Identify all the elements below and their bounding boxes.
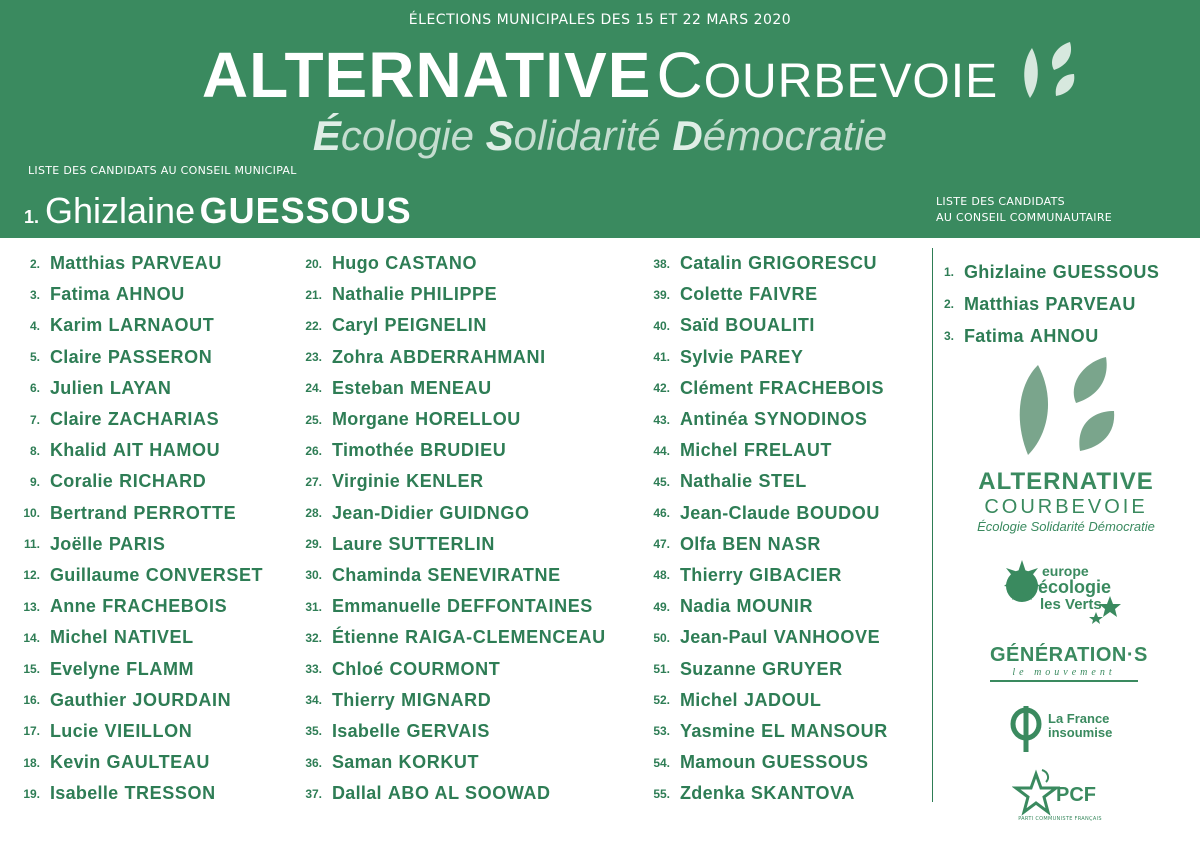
candidate-row (642, 716, 888, 747)
leaf-logo-large-icon (1010, 355, 1122, 465)
head-candidate: 1. Ghizlaine GUESSOUS (24, 190, 412, 231)
candidate-first-name: Clément (680, 377, 754, 398)
candidate-last-name: SUTTERLIN (388, 533, 495, 554)
candidate-number: 21. (305, 287, 322, 302)
candidate-last-name: FRELAUT (743, 440, 833, 461)
candidate-row (642, 342, 888, 373)
candidate-last-name: ABO AL SOOWAD (387, 783, 551, 804)
candidate-row (20, 310, 263, 341)
candidate-column-2 (294, 248, 606, 809)
candidate-row (642, 466, 888, 497)
candidate-number: 31. (305, 599, 322, 614)
candidate-last-name: CONVERSET (145, 564, 264, 585)
candidate-row (294, 685, 606, 716)
candidate-row (20, 653, 263, 684)
candidate-number: 52. (653, 693, 670, 708)
candidate-row (642, 591, 888, 622)
candidate-last-name: BEN NASR (722, 533, 822, 554)
candidate-first-name: Zohra (332, 346, 384, 367)
candidate-last-name: GUIDNGO (439, 502, 530, 523)
alternative-courbevoie-logo: ALTERNATIVE COURBEVOIE Écologie Solidarité Démocratie (977, 468, 1155, 534)
candidate-last-name: VIEILLON (104, 720, 193, 741)
candidate-first-name: Nathalie (680, 471, 753, 492)
la-france-insoumise-logo: La France insoumise (1008, 704, 1128, 754)
candidate-first-name: Chloé (332, 658, 384, 679)
candidate-number: 55. (653, 786, 670, 801)
candidate-number: 33. (305, 662, 322, 677)
candidate-number: 42. (653, 381, 670, 396)
candidate-last-name: RAIGA-CLEMENCEAU (405, 627, 606, 648)
candidate-last-name: PHILIPPE (410, 284, 498, 305)
candidate-row (20, 342, 263, 373)
candidate-last-name: GRUYER (762, 658, 843, 679)
candidate-number: 3. (943, 329, 954, 343)
candidate-first-name: Thierry (332, 689, 396, 710)
candidate-number: 13. (23, 599, 40, 614)
title-alternative: ALTERNATIVE (201, 39, 652, 111)
candidate-row (294, 747, 606, 778)
candidate-last-name: PEIGNELIN (384, 315, 487, 336)
candidate-last-name: HORELLOU (415, 409, 521, 430)
candidate-last-name: ZACHARIAS (107, 409, 220, 430)
community-list-label: LISTE DES CANDIDATS AU CONSEIL COMMUNAUTAIRE (936, 195, 1113, 224)
candidate-number: 46. (653, 506, 670, 521)
candidate-number: 3. (29, 287, 40, 302)
candidate-row (642, 653, 888, 684)
candidate-number: 32. (305, 630, 322, 645)
eelv-logo-icon (1000, 556, 1132, 624)
candidate-row (294, 310, 606, 341)
community-candidate-list (938, 256, 1160, 352)
candidate-row (642, 529, 888, 560)
candidate-row (642, 747, 888, 778)
candidate-number: 44. (653, 443, 670, 458)
candidate-first-name: Fatima (964, 325, 1024, 346)
candidate-last-name: EL MANSOUR (761, 720, 888, 741)
candidate-first-name: Matthias (964, 293, 1040, 314)
candidate-last-name: BRUDIEU (420, 440, 507, 461)
candidate-last-name: JOURDAIN (132, 689, 232, 710)
star-icon (1012, 768, 1060, 816)
svg-text:écologie: écologie (1038, 577, 1112, 597)
candidate-number: 51. (653, 662, 670, 677)
svg-text:les Verts: les Verts (1040, 596, 1102, 613)
candidate-row (642, 622, 888, 653)
candidate-row (642, 279, 888, 310)
candidate-last-name: SENEVIRATNE (427, 564, 561, 585)
candidate-number: 2. (943, 297, 954, 311)
municipal-list-label: LISTE DES CANDIDATS AU CONSEIL MUNICIPAL (28, 164, 297, 177)
candidate-last-name: CASTANO (385, 253, 478, 274)
candidate-last-name: FAIVRE (749, 284, 818, 305)
candidate-first-name: Esteban (332, 377, 405, 398)
candidate-last-name: BOUDOU (796, 502, 880, 523)
candidate-number: 2. (29, 256, 40, 271)
candidate-last-name: GUESSOUS (1052, 261, 1160, 282)
candidate-row (294, 373, 606, 404)
candidate-first-name: Jean-Paul (680, 627, 768, 648)
candidate-first-name: Suzanne (680, 658, 757, 679)
candidate-first-name: Jean-Claude (680, 502, 791, 523)
candidate-row (642, 498, 888, 529)
candidate-last-name: PASSERON (107, 346, 213, 367)
candidate-first-name: Morgane (332, 409, 410, 430)
candidate-number: 28. (305, 506, 322, 521)
candidate-row (294, 404, 606, 435)
candidate-number: 7. (29, 412, 40, 427)
candidate-number: 53. (653, 724, 670, 739)
candidate-row (938, 320, 1160, 352)
candidate-number: 16. (23, 693, 40, 708)
candidate-column-3 (642, 248, 888, 809)
candidate-number: 38. (653, 256, 670, 271)
candidate-last-name: COURMONT (389, 658, 501, 679)
candidate-last-name: FRACHEBOIS (759, 377, 885, 398)
candidate-last-name: PERROTTE (133, 502, 237, 523)
candidate-row (294, 622, 606, 653)
candidate-last-name: AIT HAMOU (112, 440, 221, 461)
candidate-last-name: FLAMM (126, 658, 195, 679)
candidate-number: 14. (23, 630, 40, 645)
candidate-first-name: Saïd (680, 315, 720, 336)
candidate-number: 49. (653, 599, 670, 614)
title-courbevoie: COURBEVOIE (656, 39, 999, 111)
candidate-row (642, 248, 888, 279)
phi-icon (1008, 704, 1048, 754)
candidate-row (642, 404, 888, 435)
candidate-number: 23. (305, 350, 322, 365)
candidate-row (642, 435, 888, 466)
candidate-number: 37. (305, 786, 322, 801)
candidate-last-name: SKANTOVA (750, 783, 855, 804)
candidate-row (20, 248, 263, 279)
candidate-first-name: Chaminda (332, 564, 422, 585)
candidate-row (294, 435, 606, 466)
candidate-number: 50. (653, 630, 670, 645)
candidate-first-name: Isabelle (332, 720, 401, 741)
candidate-first-name: Catalin (680, 253, 743, 274)
leaf-logo-icon (1018, 40, 1082, 102)
column-divider (932, 248, 933, 802)
candidate-number: 1. (943, 265, 954, 279)
candidate-last-name: JADOUL (743, 689, 822, 710)
candidate-column-1 (20, 248, 263, 809)
candidate-number: 48. (653, 568, 670, 583)
candidate-first-name: Karim (50, 315, 103, 336)
candidate-last-name: GIBACIER (749, 564, 842, 585)
candidate-last-name: GRIGORESCU (748, 253, 878, 274)
election-date: ÉLECTIONS MUNICIPALES DES 15 ET 22 MARS 2020 (408, 12, 792, 28)
pcf-logo: PCF PARTI COMMUNISTE FRANÇAIS (1012, 768, 1108, 832)
candidate-number: 10. (23, 506, 40, 521)
candidate-first-name: Nadia (680, 596, 731, 617)
candidate-last-name: LARNAOUT (108, 315, 215, 336)
candidate-first-name: Antinéa (680, 409, 749, 430)
candidate-number: 43. (653, 412, 670, 427)
candidate-first-name: Sylvie (680, 346, 734, 367)
candidate-first-name: Emmanuelle (332, 596, 442, 617)
generations-logo: GÉNÉRATION·S le mouvement (990, 644, 1138, 682)
candidate-row (294, 342, 606, 373)
candidate-last-name: MENEAU (410, 377, 492, 398)
candidate-number: 4. (29, 318, 40, 333)
candidate-first-name: Mamoun (680, 752, 756, 773)
candidate-last-name: BOUALITI (725, 315, 816, 336)
candidate-number: 19. (23, 786, 40, 801)
candidate-first-name: Claire (50, 346, 102, 367)
candidate-row (294, 653, 606, 684)
candidate-last-name: VANHOOVE (773, 627, 881, 648)
candidate-row (20, 466, 263, 497)
candidate-row (20, 778, 263, 809)
candidate-number: 5. (29, 350, 40, 365)
candidate-number: 45. (653, 474, 670, 489)
candidate-first-name: Jean-Didier (332, 502, 434, 523)
candidate-row (20, 716, 263, 747)
candidate-last-name: KENLER (406, 471, 484, 492)
candidate-number: 26. (305, 443, 322, 458)
candidate-number: 36. (305, 755, 322, 770)
candidate-first-name: Timothée (332, 440, 415, 461)
candidate-last-name: MIGNARD (401, 689, 492, 710)
candidate-last-name: PARVEAU (131, 253, 222, 274)
candidate-first-name: Evelyne (50, 658, 121, 679)
candidate-last-name: RICHARD (119, 471, 207, 492)
candidate-last-name: DEFFONTAINES (447, 596, 593, 617)
candidate-first-name: Ghizlaine (964, 261, 1047, 282)
candidate-first-name: Michel (680, 440, 738, 461)
candidate-first-name: Coralie (50, 471, 114, 492)
candidate-last-name: SYNODINOS (754, 409, 868, 430)
candidate-number: 15. (23, 662, 40, 677)
candidate-first-name: Yasmine (680, 720, 756, 741)
candidate-row (294, 591, 606, 622)
candidate-first-name: Kevin (50, 752, 101, 773)
candidate-first-name: Khalid (50, 440, 107, 461)
candidate-first-name: Hugo (332, 253, 380, 274)
candidate-row (642, 685, 888, 716)
candidate-number: 27. (305, 474, 322, 489)
candidate-first-name: Michel (680, 689, 738, 710)
candidate-first-name: Thierry (680, 564, 744, 585)
candidate-first-name: Saman (332, 752, 393, 773)
candidate-row (20, 560, 263, 591)
candidate-row (938, 288, 1160, 320)
candidate-number: 17. (23, 724, 40, 739)
candidate-last-name: ABDERRAHMANI (389, 346, 546, 367)
candidate-number: 35. (305, 724, 322, 739)
candidate-row (294, 498, 606, 529)
candidate-first-name: Caryl (332, 315, 379, 336)
candidate-row (642, 560, 888, 591)
candidate-last-name: STEL (758, 471, 807, 492)
candidate-first-name: Laure (332, 533, 383, 554)
candidate-row (294, 248, 606, 279)
candidate-row (20, 622, 263, 653)
candidate-first-name: Zdenka (680, 783, 745, 804)
candidate-first-name: Étienne (332, 627, 400, 648)
candidate-last-name: PARVEAU (1045, 293, 1136, 314)
candidate-first-name: Lucie (50, 720, 99, 741)
candidate-number: 11. (23, 537, 40, 552)
candidate-first-name: Joëlle (50, 533, 103, 554)
candidate-row (642, 373, 888, 404)
candidate-row (20, 498, 263, 529)
candidate-row (294, 716, 606, 747)
candidate-number: 41. (653, 350, 670, 365)
candidate-row (20, 404, 263, 435)
candidate-row (20, 529, 263, 560)
candidate-last-name: GERVAIS (406, 720, 491, 741)
candidate-last-name: PAREY (739, 346, 804, 367)
candidate-first-name: Julien (50, 377, 104, 398)
candidate-number: 22. (305, 318, 322, 333)
candidate-number: 9. (29, 474, 40, 489)
candidate-last-name: KORKUT (398, 752, 480, 773)
candidate-last-name: TRESSON (124, 783, 216, 804)
candidate-first-name: Virginie (332, 471, 401, 492)
candidate-row (294, 560, 606, 591)
candidate-last-name: NATIVEL (113, 627, 194, 648)
candidate-number: 8. (29, 443, 40, 458)
candidate-row (294, 279, 606, 310)
candidate-number: 20. (305, 256, 322, 271)
candidate-first-name: Claire (50, 409, 102, 430)
candidate-row (938, 256, 1160, 288)
candidate-last-name: MOUNIR (736, 596, 814, 617)
candidate-row (294, 778, 606, 809)
svg-text:europe: europe (1042, 563, 1089, 579)
candidate-last-name: PARIS (108, 533, 166, 554)
candidate-number: 12. (23, 568, 40, 583)
candidate-number: 39. (653, 287, 670, 302)
candidate-first-name: Nathalie (332, 284, 405, 305)
candidate-first-name: Dallal (332, 783, 382, 804)
candidate-row (20, 747, 263, 778)
candidate-number: 6. (29, 381, 40, 396)
candidate-first-name: Michel (50, 627, 108, 648)
candidate-row (642, 310, 888, 341)
candidate-first-name: Guillaume (50, 564, 140, 585)
subtitle: Écologie Solidarité Démocratie (312, 112, 888, 159)
candidate-row (20, 373, 263, 404)
candidate-number: 30. (305, 568, 322, 583)
candidate-first-name: Anne (50, 596, 97, 617)
candidate-row (20, 685, 263, 716)
candidate-row (20, 591, 263, 622)
candidate-first-name: Fatima (50, 284, 110, 305)
candidate-number: 18. (23, 755, 40, 770)
candidate-number: 47. (653, 537, 670, 552)
candidate-number: 24. (305, 381, 322, 396)
candidate-first-name: Colette (680, 284, 744, 305)
candidate-first-name: Isabelle (50, 783, 119, 804)
candidate-row (642, 778, 888, 809)
candidate-first-name: Matthias (50, 253, 126, 274)
candidate-number: 29. (305, 537, 322, 552)
candidate-number: 54. (653, 755, 670, 770)
candidate-first-name: Bertrand (50, 502, 128, 523)
candidate-number: 34. (305, 693, 322, 708)
candidate-row (20, 279, 263, 310)
candidate-last-name: LAYAN (109, 377, 172, 398)
candidate-number: 25. (305, 412, 322, 427)
candidate-last-name: AHNOU (115, 284, 185, 305)
candidate-row (294, 466, 606, 497)
candidate-row (20, 435, 263, 466)
candidate-last-name: GUESSOUS (761, 752, 869, 773)
header-banner (0, 0, 1200, 238)
candidate-first-name: Gauthier (50, 689, 127, 710)
candidate-row (294, 529, 606, 560)
candidate-number: 40. (653, 318, 670, 333)
candidate-last-name: AHNOU (1029, 325, 1099, 346)
candidate-last-name: GAULTEAU (106, 752, 210, 773)
candidate-first-name: Olfa (680, 533, 717, 554)
candidate-last-name: FRACHEBOIS (102, 596, 228, 617)
